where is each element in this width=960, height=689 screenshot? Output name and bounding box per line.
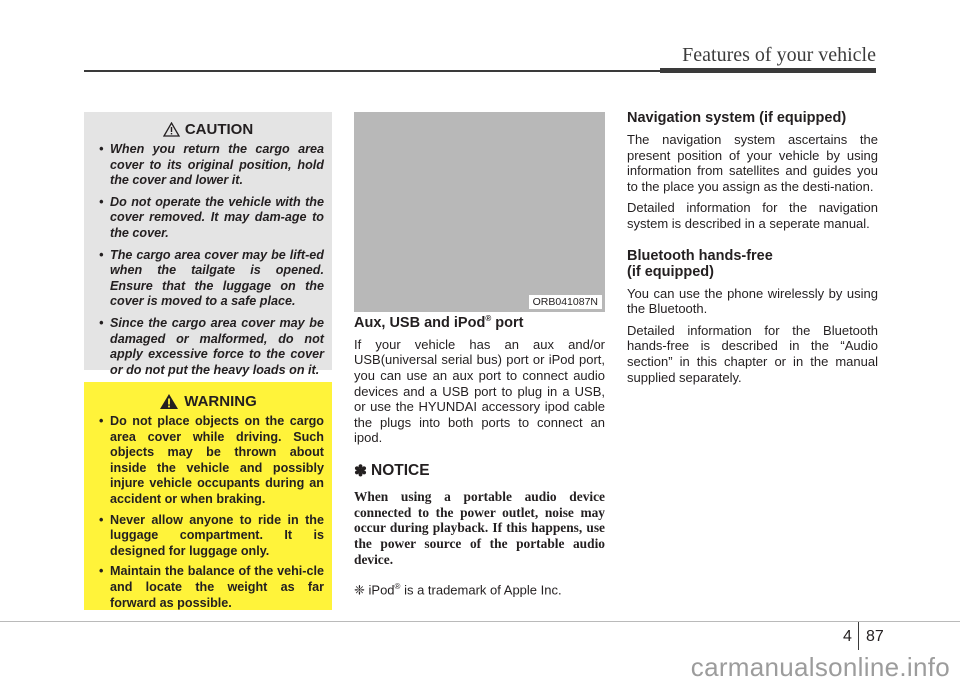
caution-heading — [92, 121, 324, 138]
warning-item: • Maintain the balance of the vehi-cle and locate the weight as far forward as possible. — [99, 564, 324, 610]
notice-star-icon: ✽ — [354, 462, 367, 480]
trademark-symbol-icon: ❈ — [354, 581, 365, 597]
bullet-icon: • — [99, 315, 104, 330]
warning-box — [84, 382, 332, 610]
notice-text: When using a portable audio device connected to the power outlet, noise may occur during playback. If this happens, use the power source of the portable audio device. — [354, 488, 605, 567]
navigation-p2: Detailed information for the navigation system is described in a seperate manual. — [627, 200, 878, 231]
caution-heading-label: CAUTION — [184, 121, 254, 138]
caution-item: • When you return the cargo area cover to its original position, hold the cover and lower it. — [99, 142, 324, 188]
aux-port-photo — [354, 112, 605, 312]
trademark-note: ❈ iPod® is a trademark of Apple Inc. — [354, 581, 562, 597]
caution-item: • The cargo area cover may be lift-ed when the tailgate is opened. Ensure that the luggage on the cover is moved to a safe place. — [99, 247, 324, 309]
aux-body: If your vehicle has an aux and/or USB(universal serial bus) port or iPod port, you can use an aux port to connect audio devices and a USB port to plug in a USB, or use the HYUNDAI accessory ipod cable the plugs into both ports to connect an ipod. — [354, 336, 605, 446]
notice-heading — [354, 462, 605, 481]
bluetooth-title: Bluetooth hands-free (if equipped) — [627, 247, 773, 280]
warning-item: • Do not place objects on the cargo area cover while driving. Such objects may be thrown about inside the vehicle and possibly injure vehicle occupants during an accident or when braking. — [99, 414, 324, 506]
warning-item: • Never allow anyone to ride in the luggage compartment. It is designed for luggage only. — [99, 512, 324, 558]
right-column — [627, 110, 878, 385]
chapter-number: 4 — [843, 628, 852, 645]
warning-heading-label: WARNING — [184, 393, 257, 410]
bullet-icon: • — [99, 414, 104, 428]
warning-heading — [92, 393, 324, 410]
navigation-title: Navigation system (if equipped) — [627, 110, 847, 126]
aux-title: Aux, USB and iPod® port — [354, 314, 524, 331]
page-number: 87 — [866, 628, 884, 645]
footer-rule — [0, 621, 960, 622]
header-accent-bar — [660, 68, 876, 73]
caution-item: • Do not operate the vehicle with the cover removed. It may dam-age to the cover. — [99, 194, 324, 240]
caution-item: • Since the cargo area cover may be damaged or malformed, do not apply excessive force to the cover or do not put the heavy loads on it. — [99, 315, 324, 377]
caution-box — [84, 112, 332, 377]
bullet-icon: • — [99, 194, 104, 209]
aux-section — [354, 314, 605, 598]
photo-code: ORB041087N — [529, 295, 602, 309]
bullet-icon: • — [99, 564, 104, 579]
bullet-icon: • — [99, 247, 104, 262]
watermark: carmanualsonline.info — [690, 652, 950, 682]
navigation-p1: The navigation system ascertains the present position of your vehicle by using information from satellites and guides you to the place you assign as the desti-nation. — [627, 132, 878, 194]
bullet-icon: • — [99, 142, 104, 156]
bluetooth-p2: Detailed information for the Bluetooth hands-free is described in the “Audio section” in this chapter or in the manual supplied separately. — [627, 322, 878, 385]
bullet-icon: • — [99, 512, 104, 527]
warning-triangle-icon — [159, 393, 179, 410]
caution-triangle-icon — [163, 122, 180, 137]
bluetooth-p1: You can use the phone wirelessly by using the Bluetooth. — [627, 285, 878, 317]
header-title: Features of your vehicle — [682, 44, 876, 66]
page-number-divider — [858, 622, 859, 650]
notice-heading-label: NOTICE — [371, 462, 430, 480]
